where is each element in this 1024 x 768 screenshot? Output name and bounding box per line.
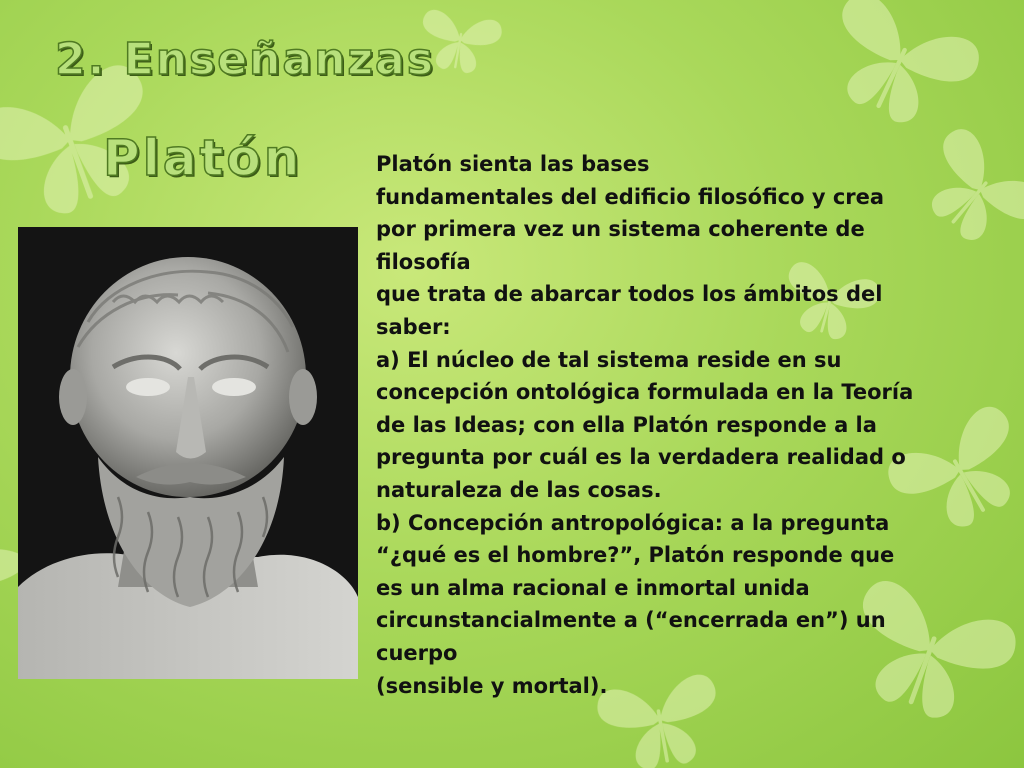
body-line: b) Concepción antropológica: a la pregunta	[376, 510, 890, 535]
body-line: fundamentales del edificio filosófico y crea	[376, 184, 885, 209]
name-title: Platón	[103, 129, 303, 187]
butterfly-icon	[809, 0, 985, 143]
body-line: filosofía	[376, 249, 471, 274]
plato-portrait-image	[18, 227, 358, 679]
body-line: Platón sienta las bases	[376, 152, 650, 176]
body-line: a) El núcleo de tal sistema reside en su	[376, 347, 842, 372]
body-line: “¿qué es el hombre?”, Platón responde que	[376, 543, 895, 568]
body-line: de las Ideas; con ella Platón responde a la	[376, 412, 877, 437]
body-line: saber:	[376, 314, 451, 339]
body-line: concepción ontológica formulada en la Teoría	[376, 380, 914, 405]
body-line: por primera vez un sistema coherente de	[376, 217, 865, 242]
plato-bust-illustration	[18, 227, 358, 679]
body-line: que trata de abarcar todos los ámbitos del	[376, 282, 883, 307]
body-line: circunstancialmente a (“encerrada en”) un	[376, 608, 886, 633]
body-line: naturaleza de las cosas.	[376, 477, 662, 502]
body-text	[376, 148, 988, 702]
section-title: 2. Enseñanzas	[55, 34, 435, 85]
body-line: es un alma racional e inmortal unida	[376, 575, 810, 600]
body-line: cuerpo	[376, 640, 458, 665]
body-line: pregunta por cuál es la verdadera realidad o	[376, 445, 906, 470]
body-line: (sensible y mortal).	[376, 673, 608, 698]
